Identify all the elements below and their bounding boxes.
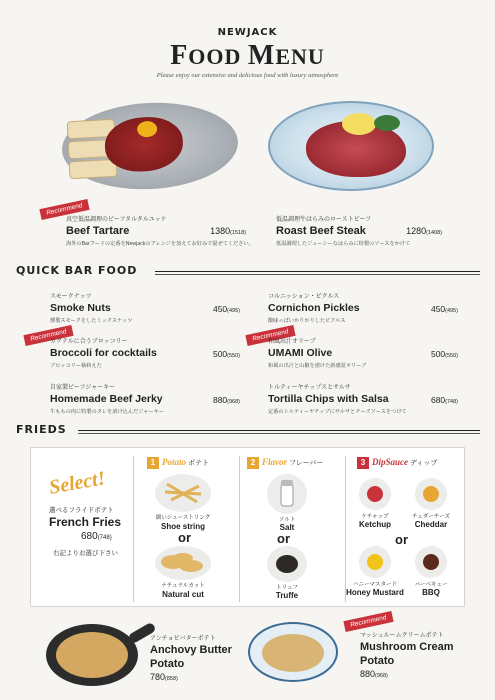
- option-bbq: BBQ: [422, 588, 440, 597]
- wedge-fries-icon: [155, 546, 211, 580]
- dish-roast-beef: 低温調理牛はらみのローストビーフ Roast Beef Steak 1280(1408) 低温調理したジューシーなはらみに特製のソースをかけて: [276, 217, 442, 247]
- lemon: [342, 113, 376, 135]
- french-fries-price: 680(748): [81, 531, 112, 542]
- or-label: or: [178, 530, 191, 545]
- option-honey-mustard: Honey Mustard: [346, 588, 404, 597]
- garnish-leaf: [374, 115, 400, 131]
- recommend-badge: Recommend: [343, 611, 393, 632]
- dish-mushroom-cream-potato: マッシュルームクリームポテト Mushroom Cream Potato 880(968): [360, 633, 454, 679]
- flavor-heading: 2 Flavor フレーバー: [247, 457, 323, 469]
- roast-beef-image: [268, 101, 434, 191]
- option-ketchup: Ketchup: [359, 520, 391, 529]
- dip-sauce-heading: 3 DipSauce ディップ: [357, 457, 437, 469]
- tagline: Please enjoy our extensive and delicious food with luxury atmosphere: [156, 72, 339, 79]
- divider: [155, 274, 480, 275]
- dish-tortilla-chips: トルティーヤチップスとサルサ Tortilla Chips with Salsa 680(748) 定番のトルティーヤチップにサルサとチーズソースをつけて: [268, 385, 458, 415]
- ketchup-image: [359, 478, 391, 510]
- option-truffe: Truffe: [275, 591, 299, 600]
- divider: [78, 430, 480, 431]
- dish-umami-olive: 和風出汁オリーブ UMAMI Olive 500(550) 和風の出汁と山椒を漬けた新感覚オリーブ: [268, 339, 458, 369]
- truffle-icon: [267, 546, 307, 582]
- potato-heading: 1 Potato ポテト: [147, 457, 209, 469]
- menu-title: FOOD MENU: [170, 40, 325, 71]
- truffle-image: [267, 546, 307, 582]
- brand-name: NEWJACK: [217, 27, 278, 38]
- bbq-image: [415, 546, 447, 578]
- cheddar-image: [415, 478, 447, 510]
- natural-cut-image: [155, 546, 211, 580]
- section-quick-bar-food: QUICK BAR FOOD: [16, 264, 138, 277]
- or-label: or: [277, 531, 290, 546]
- mushroom-cream-potato-image: [248, 622, 338, 682]
- recommend-badge: Recommend: [23, 325, 73, 346]
- fries-selection-box: Select! 選べるフライドポテト French Fries 680(748) 右記よりお選び下さい 1 Potato ポテト 細いシューストリング Shoe string or ナチュラルカット Natural cut 2 Flavor フレーバー ソルト Salt or トリュフ Truffe 3 DipSauce ディップ ケチャップ Ketchup チェダーチーズ Cheddar or ハニーマスタード Honey Mustard バーベキュー BBQ: [30, 447, 465, 607]
- price: 1280(1408): [406, 226, 442, 236]
- price: 1380(1518): [210, 226, 246, 236]
- salt-image: [267, 474, 307, 514]
- select-heading: Select!: [47, 467, 108, 499]
- option-salt: Salt: [279, 523, 295, 532]
- column-divider: [239, 456, 240, 602]
- recommend-badge: Recommend: [39, 199, 89, 220]
- recommend-badge: Recommend: [245, 325, 295, 346]
- cheddar-dot: [423, 486, 439, 502]
- french-fries-name: French Fries: [49, 515, 122, 529]
- salt-shaker-icon: [267, 474, 307, 514]
- anchovy-butter-potato-image: [46, 624, 138, 686]
- bbq-dot: [423, 554, 439, 570]
- dish-broccoli: カクテルに合うブロッコリー Broccoli for cocktails 500(550) ブロッコリー柚和えた: [50, 339, 240, 369]
- column-divider: [133, 456, 134, 602]
- beef-tartare-image: [60, 98, 240, 193]
- ketchup-dot: [367, 486, 383, 502]
- dish-cornichon-pickles: コルニッション・ピクルス Cornichon Pickles 450(495) 酸味っぱいかりかりしたピクルス: [268, 294, 458, 324]
- option-natural-cut: Natural cut: [162, 590, 204, 599]
- honey-mustard-image: [359, 546, 391, 578]
- option-cheddar: Cheddar: [414, 520, 448, 529]
- fries-icon: [155, 474, 211, 512]
- divider: [78, 433, 480, 434]
- dish-anchovy-butter-potato: アンチョビバターポテト Anchovy Butter Potato 780(858): [150, 636, 232, 682]
- or-label: or: [395, 532, 408, 547]
- bread-slice: [69, 159, 118, 179]
- divider: [155, 271, 480, 272]
- shoe-string-image: [155, 474, 211, 512]
- honey-mustard-dot: [367, 554, 383, 570]
- section-frieds: FRIEDS: [16, 423, 67, 436]
- dish-smoke-nuts: スモークナッツ Smoke Nuts 450(495) 燻製スモークをしたミックスナッツ: [50, 294, 240, 324]
- dish-beef-tartare: 真空低温調理のビーフタルタルユッケ Beef Tartare 1380(1518) 海外のBarフードの定番をNewjackのアレンジを加えてお好みで混ぜてください。: [66, 217, 254, 247]
- dish-beef-jerky: 自家製ビーフジャーキー Homemade Beef Jerky 880(968) 牛ももの肉に特製のタレを漬け込んだジャーキー: [50, 385, 240, 415]
- option-shoe-string: Shoe string: [160, 522, 205, 531]
